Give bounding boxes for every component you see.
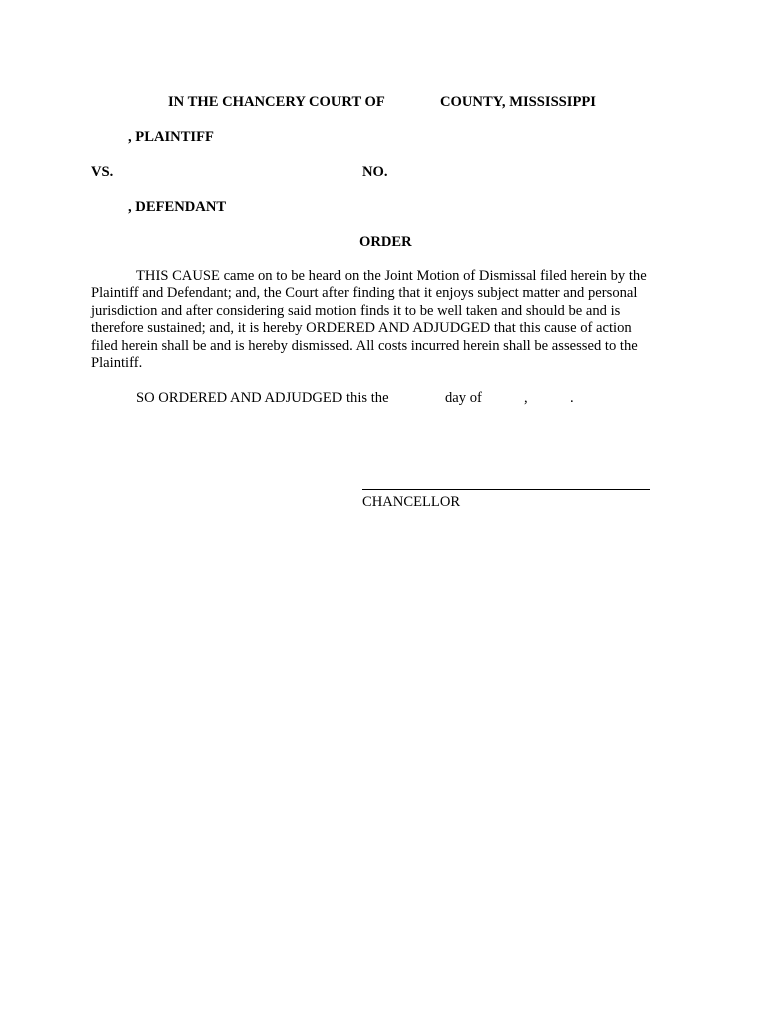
signature-title: CHANCELLOR [362, 494, 461, 510]
document-title: ORDER [359, 234, 412, 250]
body-line: Plaintiff. [91, 355, 143, 372]
body-line: filed herein shall be and is hereby dismissed. All costs incurred herein shall be assessed to the [91, 337, 638, 354]
signature-line [362, 489, 650, 490]
day-of-label: day of [445, 390, 482, 406]
date-comma: , [524, 390, 528, 406]
defendant-label: , DEFENDANT [128, 199, 227, 215]
order-body-paragraph [91, 268, 681, 372]
plaintiff-label: , PLAINTIFF [128, 129, 214, 145]
body-line: Plaintiff and Defendant; and, the Court after finding that it enjoys subject matter and personal [91, 285, 638, 302]
body-line: THIS CAUSE came on to be heard on the Joint Motion of Dismissal filed herein by the [136, 268, 647, 284]
ordered-clause: SO ORDERED AND ADJUDGED this the [136, 390, 389, 406]
case-number-label: NO. [362, 164, 388, 180]
court-heading-left: IN THE CHANCERY COURT OF [168, 94, 385, 110]
versus-label: VS. [91, 164, 114, 180]
body-line: therefore sustained; and, it is hereby ORDERED AND ADJUDGED that this cause of action [91, 320, 632, 337]
court-heading-right: COUNTY, MISSISSIPPI [440, 94, 596, 110]
body-line: jurisdiction and after considering said motion finds it to be well taken and should be and is [91, 302, 621, 319]
date-period: . [570, 390, 574, 406]
